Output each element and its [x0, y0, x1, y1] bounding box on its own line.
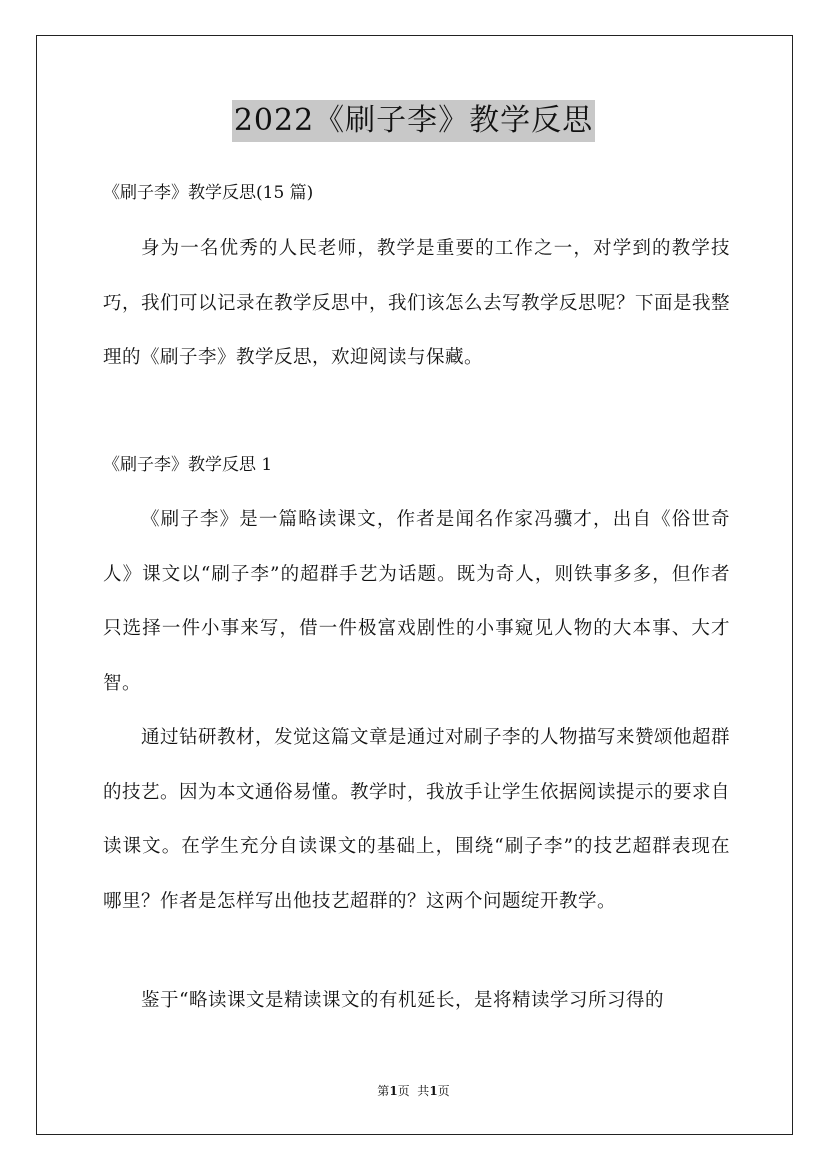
body-paragraph-2: 通过钻研教材，发觉这篇文章是通过对刷子李的人物描写来赞颂他超群的技艺。因为本文通俗易懂。教学时，我放手让学生依据阅读提示的要求自读课文。在学生充分自读课文的基础上，围绕“刷子李”的技艺超群表现在哪里？作者是怎样写出他技艺超群的？这两个问题绽开教学。 [103, 727, 731, 912]
section-heading: 《刷子李》教学反思 1 [103, 455, 273, 475]
footer-page-mid: 页 共 [397, 1084, 430, 1098]
document-title: 2022《刷子李》教学反思 [232, 100, 595, 142]
footer-page-current: 1 [389, 1084, 398, 1098]
title-container [0, 100, 827, 142]
footer-page-prefix: 第 [377, 1084, 390, 1098]
body-paragraph-1: 《刷子李》是一篇略读课文，作者是闻名作家冯骥才，出自《俗世奇人》课文以“刷子李”的超群手艺为话题。既为奇人，则铁事多多，但作者只选择一件小事来写，借一件极富戏剧性的小事窥见人物的大本事、大才智。 [103, 509, 730, 694]
intro-paragraph: 身为一名优秀的人民老师，教学是重要的工作之一，对学到的教学技巧，我们可以记录在教学反思中，我们该怎么去写教学反思呢？下面是我整理的《刷子李》教学反思，欢迎阅读与保藏。 [103, 238, 731, 368]
page-footer [0, 1083, 827, 1099]
body-paragraph-3: 鉴于“略读课文是精读课文的有机延长，是将精读学习所习得的 [141, 990, 664, 1011]
document-subtitle: 《刷子李》教学反思(15 篇) [103, 183, 314, 203]
footer-page-suffix: 页 [437, 1084, 450, 1098]
footer-page-total: 1 [429, 1084, 438, 1098]
